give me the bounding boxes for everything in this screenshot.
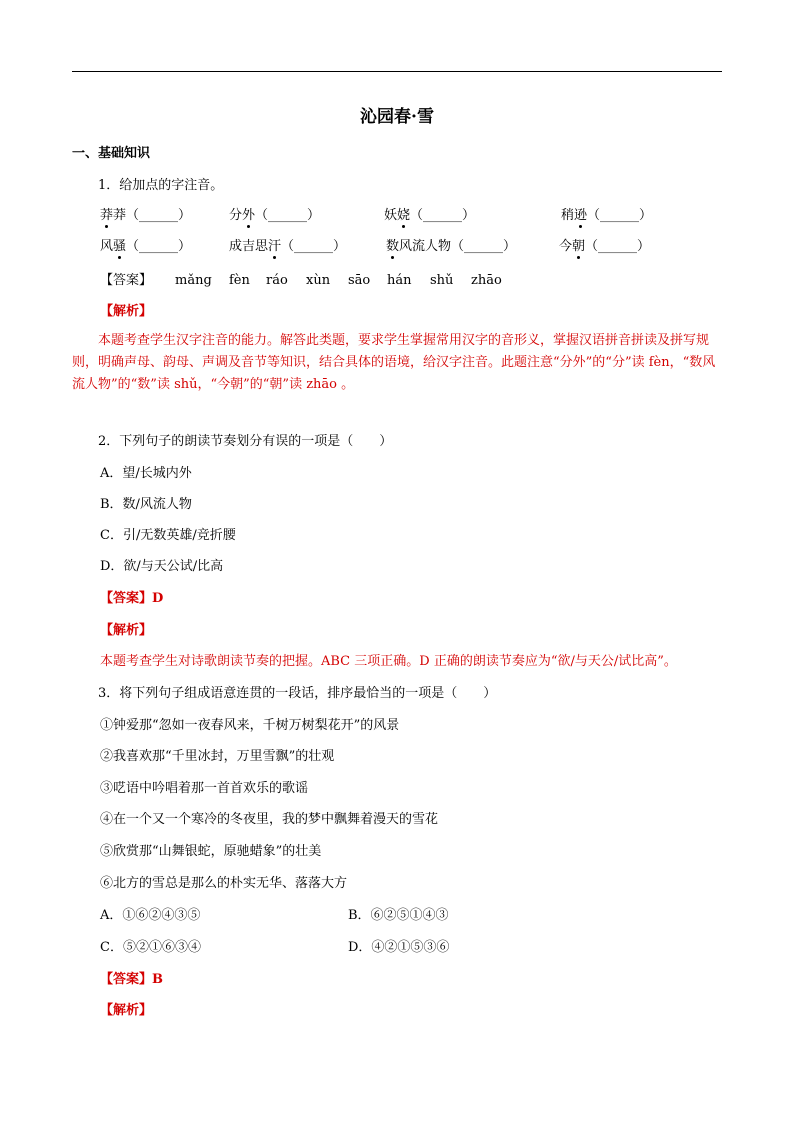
q3-sentence: ②我喜欢那“千里冰封，万里雪飘”的壮观 <box>100 749 335 764</box>
q3-sentence: ④在一个又一个寒冷的冬夜里，我的梦中飘舞着漫天的雪花 <box>100 812 439 827</box>
header-rule <box>72 71 722 72</box>
q2-analysis-text: 本题考查学生对诗歌朗读节奏的把握。ABC 三项正确。D 正确的朗读节奏应为“欲/与天公/试比高”。 <box>100 654 677 669</box>
q3-sentence: ③呓语中吟唱着那一首首欢乐的歌谣 <box>100 781 309 796</box>
q1-analysis-label: 【解析】 <box>100 304 153 319</box>
q2-answer: 【答案】D <box>100 591 164 606</box>
pinyin-answer: hán <box>387 273 412 288</box>
q3-analysis-label: 【解析】 <box>100 1003 153 1018</box>
q1-answer-label: 【答案】 <box>100 273 153 288</box>
q1-stem: 1．给加点的字注音。 <box>98 178 224 193</box>
pinyin-answer: shǔ <box>430 273 454 288</box>
q2-option-b: B．数/风流人物 <box>100 497 192 512</box>
q1-item: 风骚（______） <box>100 239 192 254</box>
pinyin-answer: ráo <box>266 273 288 288</box>
q2-stem: 2．下列句子的朗读节奏划分有误的一项是（ ） <box>98 434 393 449</box>
q3-option-a: A．①⑥②④③⑤ <box>100 908 201 923</box>
q2-option-c: C．引/无数英雄/竞折腰 <box>100 528 236 543</box>
section-heading: 一、基础知识 <box>72 146 151 161</box>
q1-item: 成吉思汗（______） <box>229 239 347 254</box>
pinyin-answer: mǎng <box>175 273 212 288</box>
page-title: 沁园春·雪 <box>360 107 434 127</box>
pinyin-answer: sāo <box>348 273 371 288</box>
q1-item: 今朝（______） <box>559 239 651 254</box>
q1-item: 莽莽（______） <box>100 208 192 223</box>
q3-option-b: B．⑥②⑤①④③ <box>348 908 449 923</box>
q3-option-d: D．④②①⑤③⑥ <box>348 940 450 955</box>
q3-sentence: ①钟爱那“忽如一夜春风来，千树万树梨花开”的风景 <box>100 718 400 733</box>
q2-option-a: A．望/长城内外 <box>100 466 192 481</box>
pinyin-answer: fèn <box>229 273 250 288</box>
pinyin-answer: xùn <box>306 273 331 288</box>
q3-sentence: ⑥北方的雪总是那么的朴实无华、落落大方 <box>100 876 348 891</box>
q3-stem: 3．将下列句子组成语意连贯的一段话，排序最恰当的一项是（ ） <box>98 686 497 701</box>
q3-answer: 【答案】B <box>100 972 163 987</box>
q1-item: 分外（______） <box>229 208 321 223</box>
q2-analysis-label: 【解析】 <box>100 623 153 638</box>
pinyin-answer: zhāo <box>471 273 502 288</box>
q1-analysis-text: 本题考查学生汉字注音的能力。解答此类题，要求学生掌握常用汉字的音形义，掌握汉语拼音拼读及拼写规则，明确声母、韵母、声调及音节等知识，结合具体的语境，给汉字注音。此题注意“分外”的“分”读 fèn，“数风流人物”的“数”读 shǔ，“今朝”的“朝”读 zhāo 。 <box>72 333 716 392</box>
q3-option-c: C．⑤②①⑥③④ <box>100 940 201 955</box>
q2-option-d: D．欲/与天公试/比高 <box>100 559 224 574</box>
q1-item: 妖娆（______） <box>384 208 476 223</box>
q1-item: 数风流人物（______） <box>386 239 517 254</box>
q1-item: 稍逊（______） <box>561 208 653 223</box>
q3-sentence: ⑤欣赏那“山舞银蛇，原驰蜡象”的壮美 <box>100 844 322 859</box>
